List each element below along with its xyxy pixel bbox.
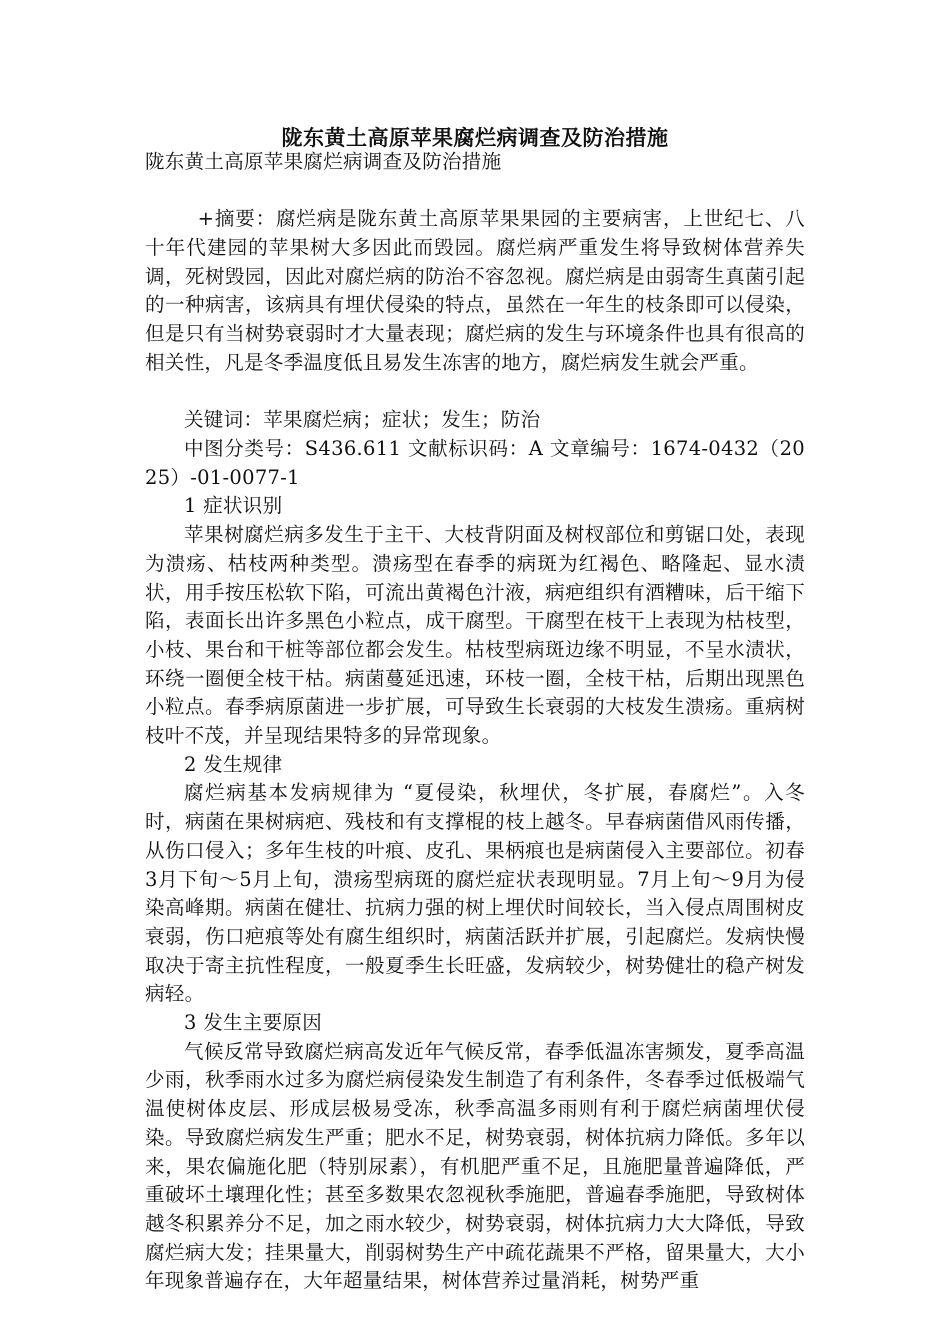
section-body-causes: 气候反常导致腐烂病高发近年气候反常，春季低温冻害频发，夏季高温少雨，秋季雨水过多为腐烂病侵染发生制造了有利条件，冬春季过低极端气温使树体皮层、形成层极易受冻，秋季高温多雨则有利于腐烂病菌埋伏侵染。导致腐烂病发生严重；肥水不足，树势衰弱，树体抗病力降低。多年以来，果农偏施化肥（特别尿素），有机肥严重不足，且施肥量普遍降低，严重破坏土壤理化性；甚至多数果农忽视秋季施肥，普遍春季施肥，导致树体越冬积累养分不足，加之雨水较少，树势衰弱，树体抗病力大大降低，导致腐烂病大发；挂果量大，削弱树势生产中疏花蔬果不严格，留果量大，大小年现象普遍存在，大年超量结果，树体营养过量消耗，树势严重 [145, 1039, 805, 1293]
spacer [145, 177, 805, 206]
section-body-symptoms: 苹果树腐烂病多发生于主干、大枝背阴面及树杈部位和剪锯口处，表现为溃疡、枯枝两种类型。溃疡型在春季的病斑为红褐色、略隆起、显水渍状，用手按压松软下陷，可流出黄褐色汁液，病疤组织有酒糟味，后干缩下陷，表面长出许多黑色小粒点，成干腐型。干腐型在枝干上表现为枯枝型，小枝、果台和干桩等部位都会发生。枯枝型病斑边缘不明显，不呈水渍状，环绕一圈便全枝干枯。病菌蔓延迅速，环枝一圈，全枝干枯，后期出现黑色小粒点。春季病原菌进一步扩展，可导致生长衰弱的大枝发生溃疡。重病树枝叶不茂，并呈现结果特多的异常现象。 [145, 523, 805, 748]
keywords-line: 关键词：苹果腐烂病；症状；发生；防治 [184, 408, 541, 432]
spacer [145, 378, 805, 407]
document-body [145, 148, 805, 1296]
section-heading-causes: 3 发生主要原因 [184, 1011, 323, 1035]
document-subtitle: 陇东黄土高原苹果腐烂病调查及防治措施 [145, 150, 502, 173]
classification-line: 中图分类号：S436.611 文献标识码：A 文章编号：1674-0432（2025）-01-0077-1 [145, 436, 805, 489]
section-heading-symptoms: 1 症状识别 [184, 494, 283, 518]
abstract-paragraph: +摘要：腐烂病是陇东黄土高原苹果果园的主要病害，上世纪七、八十年代建园的苹果树大多因此而毁园。腐烂病严重发生将导致树体营养失调，死树毁园，因此对腐烂病的防治不容忽视。腐烂病是由弱寄生真菌引起的一种病害，该病具有埋伏侵染的特点，虽然在一年生的枝条即可以侵染，但是只有当树势衰弱时才大量表现；腐烂病的发生与环境条件也具有很高的相关性，凡是冬季温度低且易发生冻害的地方，腐烂病发生就会严重。 [145, 207, 805, 374]
document-title: 陇东黄土高原苹果腐烂病调查及防治措施 [281, 125, 669, 150]
section-heading-occurrence: 2 发生规律 [184, 752, 283, 776]
section-body-occurrence: 腐烂病基本发病规律为 “夏侵染，秋埋伏，冬扩展，春腐烂”。入冬时，病菌在果树病疤、残枝和有支撑棍的枝上越冬。早春病菌借风雨传播，从伤口侵入；多年生枝的叶痕、皮孔、果柄痕也是病菌侵入主要部位。初春3月下旬～5月上旬，溃疡型病斑的腐烂症状表现明显。7月上旬～9月为侵染高峰期。病菌在健壮、抗病力强的树上埋伏时间较长，当入侵点周围树皮衰弱，伤口疤痕等处有腐生组织时，病菌活跃并扩展，引起腐烂。发病快慢取决于寄主抗性程度，一般夏季生长旺盛，发病较少，树势健壮的稳产树发病轻。 [145, 781, 805, 1006]
